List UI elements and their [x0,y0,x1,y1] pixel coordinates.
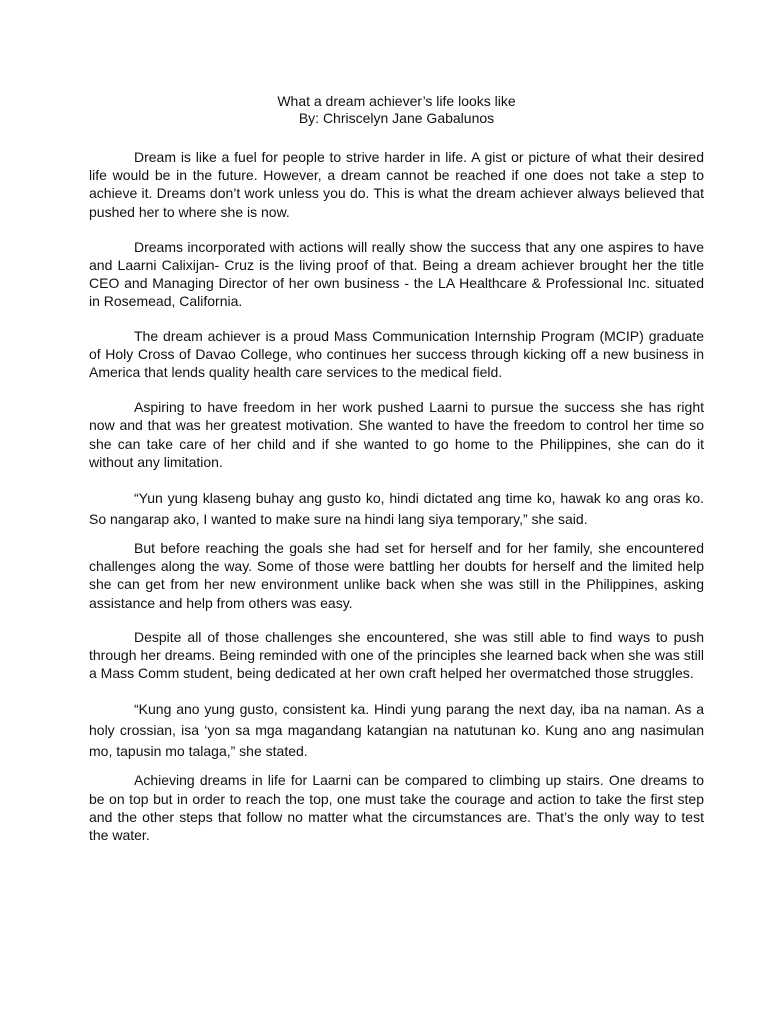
document-page [89,93,704,844]
paragraph-5: But before reaching the goals she had set for herself and for her family, she encountered challenges along the way. Some of those were battling her doubts for herself and the limited help she can get from her new environment unlike back when she was still in the Philippines, asking assistance and help from others was easy. [89,540,704,611]
paragraph-7: Achieving dreams in life for Laarni can be compared to climbing up stairs. One dreams to be on top but in order to reach the top, one must take the courage and action to take the first step and the other steps that follow no matter what the circumstances are. That’s the only way to test the water. [89,772,704,844]
paragraph-4: Aspiring to have freedom in her work pushed Laarni to pursue the success she has right now and that was her greatest motivation. She wanted to have the freedom to control her time so she can take care of her child and if she wanted to go home to the Philippines, she can do it without any limitation. [89,399,704,470]
paragraph-2: Dreams incorporated with actions will really show the success that any one aspires to have and Laarni Calixijan- Cruz is the living proof of that. Being a dream achiever brought her the title CEO and Managing Director of her own business - the LA Healthcare & Professional Inc. situated in Rosemead, California. [89,238,704,310]
paragraph-1: Dream is like a fuel for people to strive harder in life. A gist or picture of what their desired life would be in the future. However, a dream cannot be reached if one does not take a step to achieve it. Dreams don’t work unless you do. This is what the dream achiever always believed that pushed her to where she is now. [89,149,704,220]
article-byline: By: Chriscelyn Jane Gabalunos [298,110,495,126]
title-block [89,93,704,127]
paragraph-3: The dream achiever is a proud Mass Communication Internship Program (MCIP) graduate of Holy Cross of Davao College, who continues her success through kicking off a new business in America that lends quality health care services to the medical field. [89,327,704,381]
quote-paragraph-1: “Yun yung klaseng buhay ang gusto ko, hindi dictated ang time ko, hawak ko ang oras ko. So nangarap ako, I wanted to make sure na hindi lang siya temporary,” she said. [89,490,704,528]
quote-paragraph-2: “Kung ano yung gusto, consistent ka. Hindi yung parang the next day, iba na naman. As a holy crossian, isa ‘yon sa mga magandang katangian na natutunan ko. Kung ano ang nasimulan mo, tapusin mo talaga,” she stated. [89,701,704,760]
article-title: What a dream achiever’s life looks like [277,93,516,109]
paragraph-6: Despite all of those challenges she encountered, she was still able to find ways to push through her dreams. Being reminded with one of the principles she learned back when she was still a Mass Comm student, being dedicated at her own craft helped her overmatched those struggles. [89,628,704,682]
